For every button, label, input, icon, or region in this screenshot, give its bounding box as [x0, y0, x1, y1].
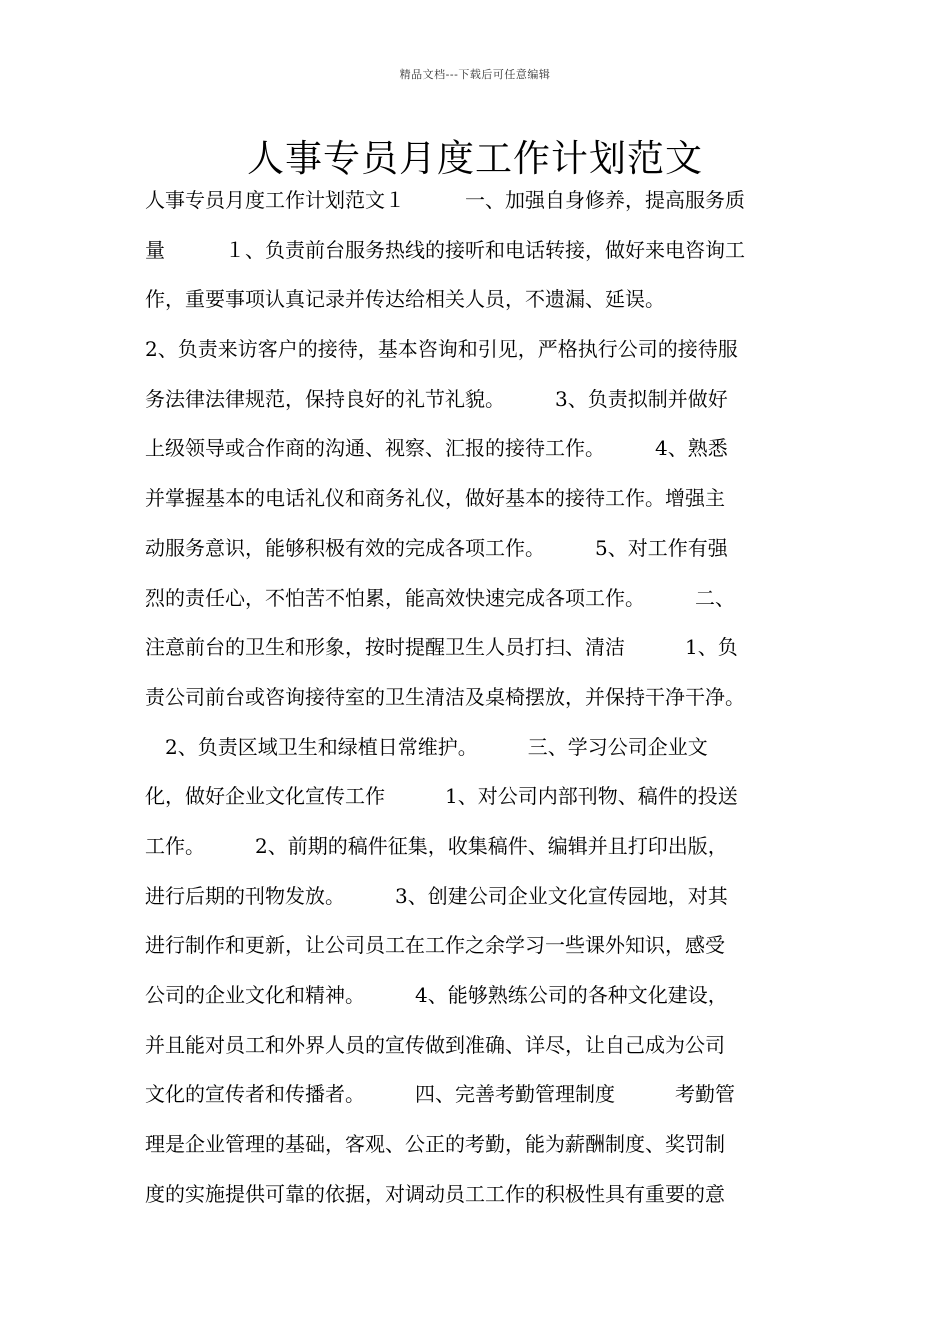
body-line: 公司的企业文化和精神。 4、能够熟练公司的各种文化建设， [145, 983, 728, 1007]
body-line: 2、负责区域卫生和绿植日常维护。 三、学习公司企业文 [145, 734, 708, 759]
body-line: 化，做好企业文化宣传工作 1、对公司内部刊物、稿件的投送 [145, 784, 738, 809]
body-line: 量 １、负责前台服务热线的接听和电话转接，做好来电咨询工 [145, 237, 745, 262]
body-line: 动服务意识，能够积极有效的完成各项工作。 5、对工作有强 [145, 535, 728, 560]
body-line: 注意前台的卫生和形象，按时提醒卫生人员打扫、清洁 1、负 [145, 635, 738, 660]
body-line: 工作。 2、前期的稿件征集，收集稿件、编辑并且打印出版， [145, 833, 728, 858]
body-line: 烈的责任心，不怕苦不怕累，能高效快速完成各项工作。 二、 [145, 585, 735, 610]
body-line: 责公司前台或咨询接待室的卫生清洁及桌椅摆放，并保持干净干净。 [145, 684, 745, 709]
body-line: 文化的宣传者和传播者。 四、完善考勤管理制度 考勤管 [145, 1082, 735, 1107]
document-header-note: 精品文档---下载后可任意编辑 [399, 68, 551, 81]
body-line: 作，重要事项认真记录并传达给相关人员，不遗漏、延误。 [145, 287, 665, 312]
body-line: 进行制作和更新，让公司员工在工作之余学习一些课外知识，感受 [145, 933, 725, 958]
body-line: 进行后期的刊物发放。 3、创建公司企业文化宣传园地，对其 [145, 883, 728, 908]
body-line: 2、负责来访客户的接待，基本咨询和引见，严格执行公司的接待服 [145, 337, 738, 362]
body-line: 度的实施提供可靠的依据，对调动员工工作的积极性具有重要的意 [145, 1181, 725, 1206]
document-body [145, 180, 825, 1223]
body-line: 人事专员月度工作计划范文１ 一、加强自身修养，提高服务质 [145, 188, 745, 212]
body-line: 上级领导或合作商的沟通、视察、汇报的接待工作。 4、熟悉 [145, 436, 728, 461]
body-line: 务法律法律规范，保持良好的礼节礼貌。 3、负责拟制并做好 [145, 386, 728, 411]
document-title: 人事专员月度工作计划范文 [247, 137, 703, 180]
body-line: 并掌握基本的电话礼仪和商务礼仪，做好基本的接待工作。增强主 [145, 486, 725, 511]
body-line: 并且能对员工和外界人员的宣传做到准确、详尽，让自己成为公司 [145, 1032, 725, 1057]
body-line: 理是企业管理的基础，客观、公正的考勤，能为薪酬制度、奖罚制 [145, 1132, 725, 1157]
